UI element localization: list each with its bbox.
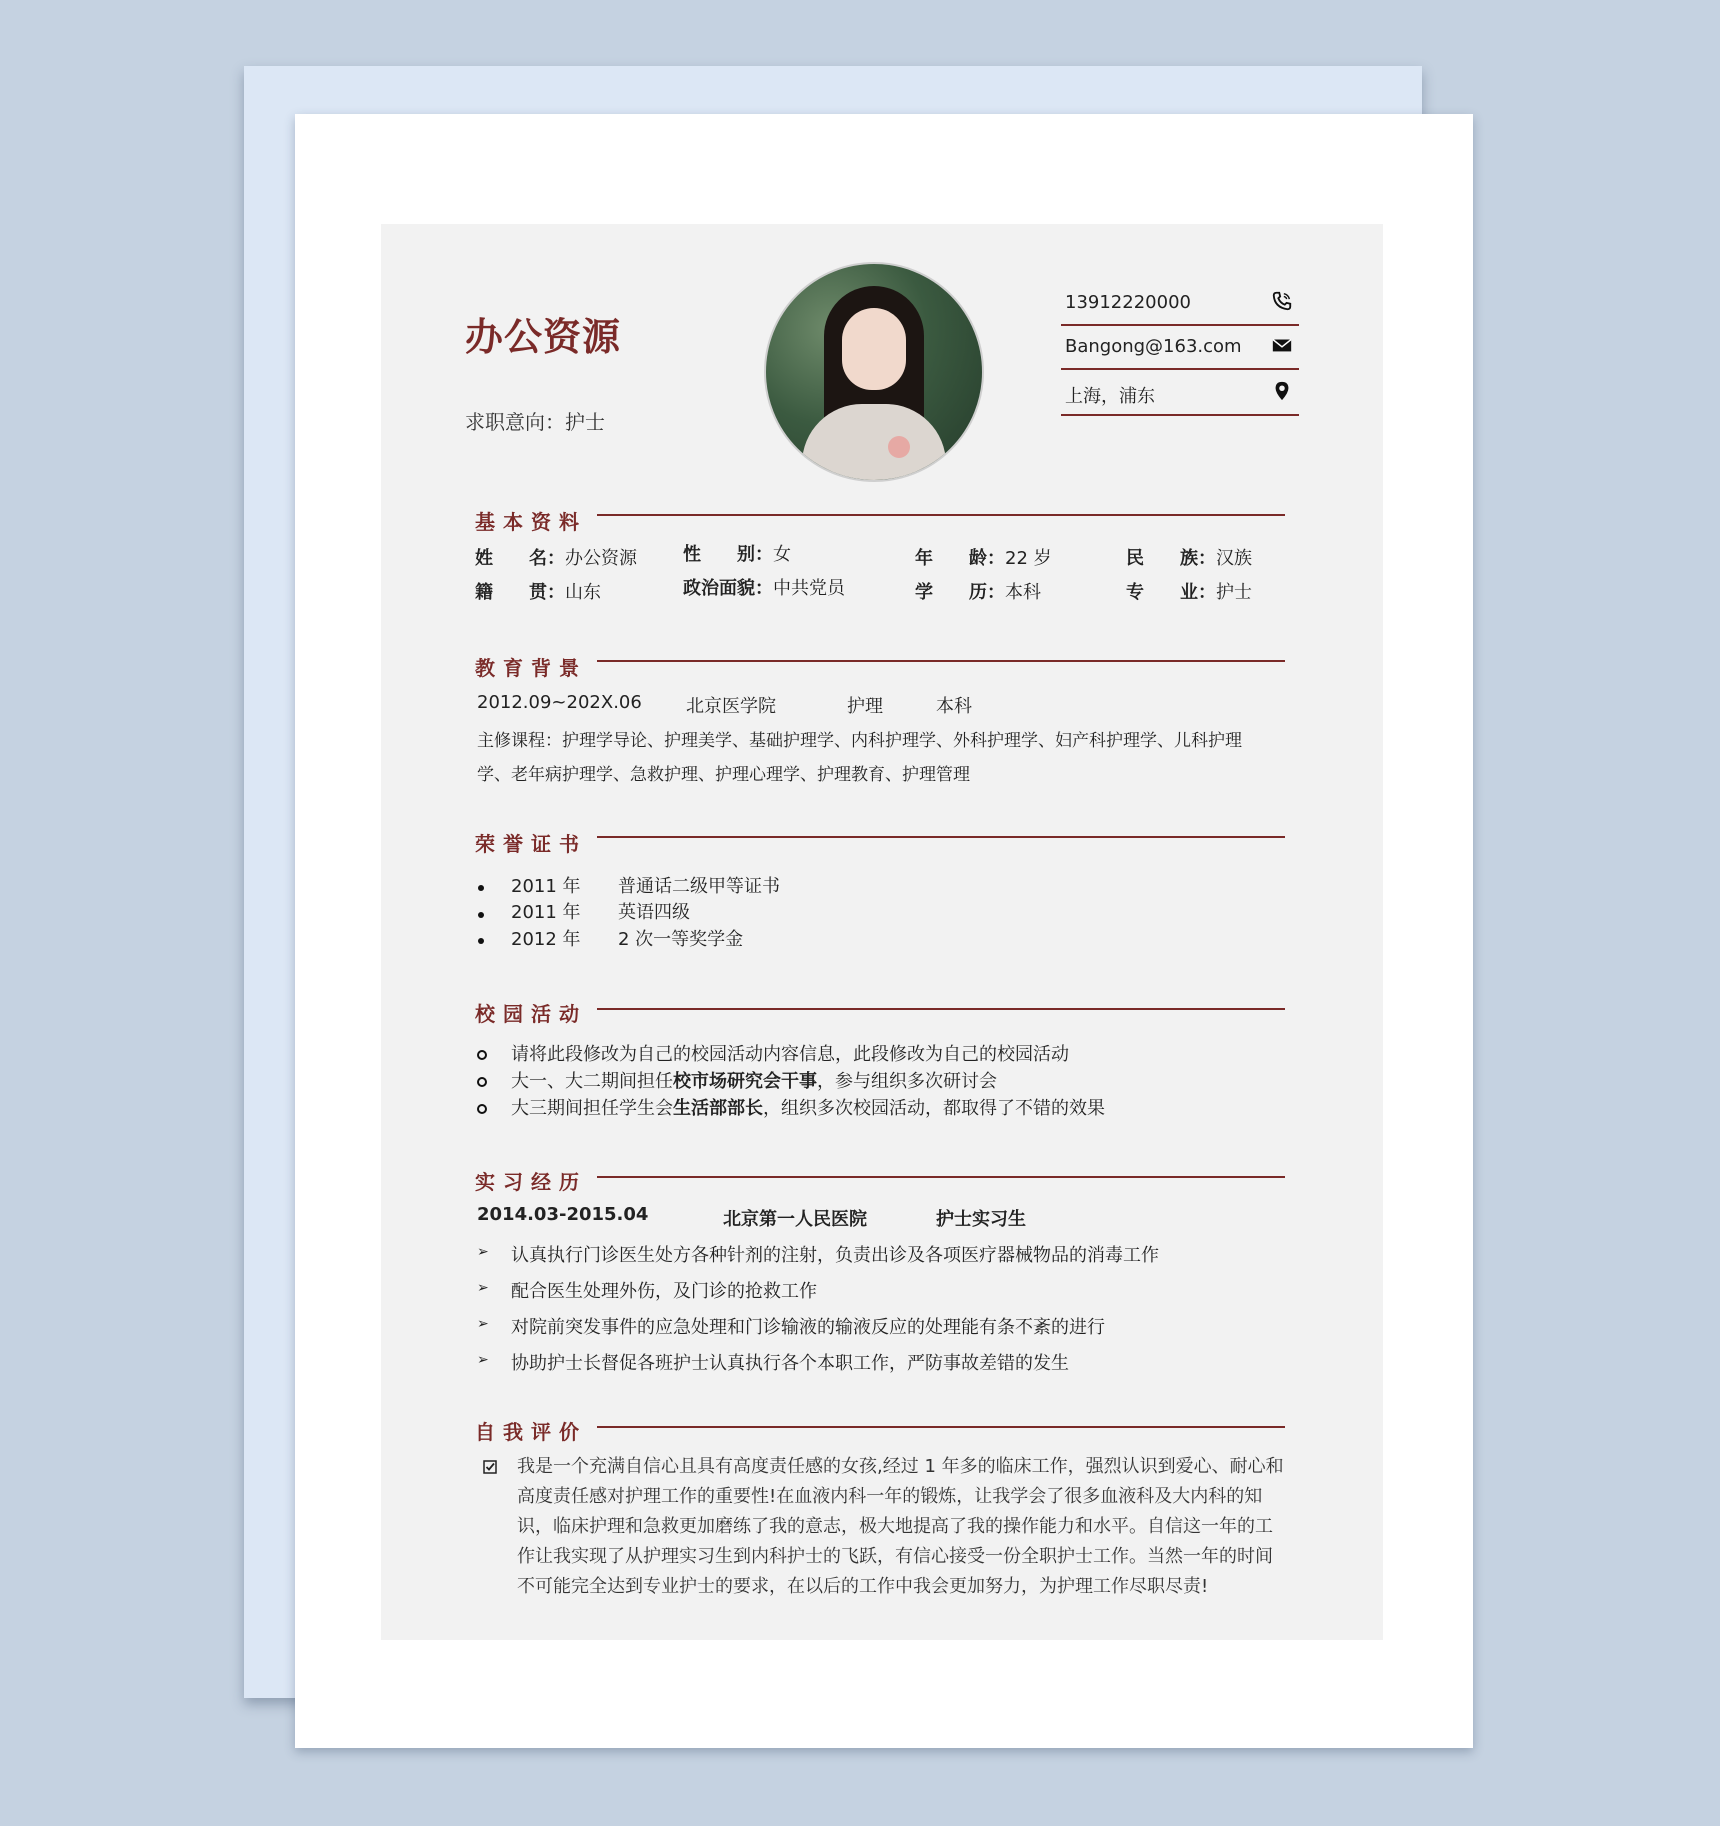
job-intent: [465, 406, 605, 435]
contact-phone: [1061, 282, 1299, 326]
intern-item: 认真执行门诊医生处方各种针剂的注射，负责出诊及各项医疗器械物品的消毒工作: [511, 1245, 1159, 1266]
section-title-honors: 荣誉证书: [475, 832, 587, 856]
bullet-dot: [478, 938, 484, 944]
honor-year: 2011 年: [511, 876, 581, 897]
info-major: 专 业：护士: [1126, 582, 1252, 603]
campus-item: 请将此段修改为自己的校园活动内容信息，此段修改为自己的校园活动: [511, 1044, 1069, 1065]
campus-item: 大一、大二期间担任校市场研究会干事，参与组织多次研讨会: [511, 1071, 997, 1092]
job-intent-value: 护士: [565, 410, 605, 434]
section-divider: [597, 1426, 1285, 1428]
campus-item: 大三期间担任学生会生活部部长，组织多次校园活动，都取得了不错的效果: [511, 1098, 1105, 1119]
edu-courses-line1: 主修课程：护理学导论、护理美学、基础护理学、内科护理学、外科护理学、妇产科护理学、儿科护理: [477, 731, 1242, 751]
contact-email: [1061, 326, 1299, 370]
section-divider: [597, 1008, 1285, 1010]
honor-year: 2012 年: [511, 929, 581, 950]
section-divider: [597, 1176, 1285, 1178]
section-divider: [597, 836, 1285, 838]
edu-period: 2012.09~202X.06: [477, 692, 642, 713]
honor-title: 2 次一等奖学金: [618, 929, 744, 950]
section-title-campus: 校园活动: [475, 1002, 587, 1026]
bullet-ring: [477, 1077, 487, 1087]
mail-icon: [1271, 334, 1293, 356]
edu-degree: 本科: [936, 696, 972, 717]
job-intent-label: 求职意向：: [465, 410, 565, 434]
section-title-self-eval: 自我评价: [475, 1420, 587, 1444]
email-text: Bangong@163.com: [1065, 336, 1242, 357]
intern-item: 配合医生处理外伤，及门诊的抢救工作: [511, 1281, 817, 1302]
intern-item: 对院前突发事件的应急处理和门诊输液的输液反应的处理能有条不紊的进行: [511, 1317, 1105, 1338]
arrow-bullet-icon: ➢: [477, 1352, 489, 1368]
location-text: 上海，浦东: [1065, 386, 1155, 407]
bullet-dot: [478, 885, 484, 891]
edu-major: 护理: [847, 696, 883, 717]
intern-company: 北京第一人民医院: [723, 1209, 867, 1230]
info-gender: 性 别：女: [683, 544, 791, 565]
resume-name: 办公资源: [465, 315, 622, 359]
contact-location: [1061, 372, 1299, 416]
info-age: 年 龄：22 岁: [915, 548, 1052, 569]
intern-period: 2014.03-2015.04: [477, 1204, 649, 1225]
section-title-internship: 实习经历: [475, 1170, 587, 1194]
phone-icon: [1271, 290, 1293, 312]
honor-title: 英语四级: [618, 902, 690, 923]
bullet-ring: [477, 1050, 487, 1060]
checkbox-checked-icon: [483, 1460, 497, 1474]
arrow-bullet-icon: ➢: [477, 1316, 489, 1332]
edu-courses-line2: 学、老年病护理学、急救护理、护理心理学、护理教育、护理管理: [477, 765, 970, 785]
section-divider: [597, 660, 1285, 662]
intern-role: 护士实习生: [936, 1209, 1026, 1230]
info-political: 政治面貌：中共党员: [683, 578, 845, 599]
info-native-place: 籍 贯：山东: [475, 582, 601, 603]
info-name: 姓 名：办公资源: [475, 548, 637, 569]
resume-content: [381, 224, 1383, 1640]
arrow-bullet-icon: ➢: [477, 1280, 489, 1296]
section-title-basic: 基本资料: [475, 510, 587, 534]
info-ethnicity: 民 族：汉族: [1126, 548, 1252, 569]
location-icon: [1271, 380, 1293, 402]
honor-year: 2011 年: [511, 902, 581, 923]
phone-text: 13912220000: [1065, 292, 1191, 313]
honor-title: 普通话二级甲等证书: [618, 876, 780, 897]
info-education: 学 历：本科: [915, 582, 1041, 603]
bullet-ring: [477, 1104, 487, 1114]
edu-school: 北京医学院: [686, 696, 776, 717]
bullet-dot: [478, 912, 484, 918]
section-divider: [597, 514, 1285, 516]
intern-item: 协助护士长督促各班护士认真执行各个本职工作，严防事故差错的发生: [511, 1353, 1069, 1374]
profile-photo: [764, 262, 984, 482]
arrow-bullet-icon: ➢: [477, 1244, 489, 1260]
self-eval-text: 我是一个充满自信心且具有高度责任感的女孩,经过 1 年多的临床工作，强烈认识到爱心、耐心和高度责任感对护理工作的重要性!在血液内科一年的锻炼，让我学会了很多血液科及大内科的知识，临床护理和急救更加磨练了我的意志，极大地提高了我的操作能力和水平。自信这一年的工作让我实现了从护理实习生到内科护士的飞跃，有信心接受一份全职护士工作。当然一年的时间不可能完全达到专业护士的要求，在以后的工作中我会更加努力，为护理工作尽职尽责!: [517, 1456, 1284, 1597]
section-title-education: 教育背景: [475, 656, 587, 680]
